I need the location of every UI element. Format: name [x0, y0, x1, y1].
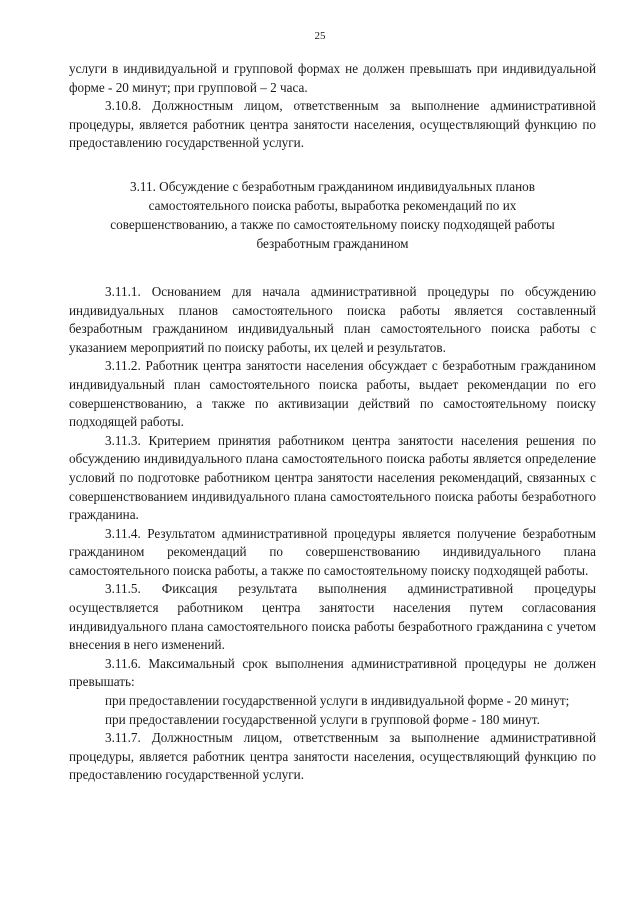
heading-line: безработным гражданином — [256, 235, 409, 251]
list-item-group: при предоставлении государственной услуги в групповой форме - 180 минут. — [105, 711, 540, 727]
heading-line: 3.11. Обсуждение с безработным гражданином индивидуальных планов — [130, 178, 535, 194]
paragraph-3-11-5: 3.11.5. Фиксация результата выполнения административной процедуры осуществляется работником центра занятости населения путем согласования индивидуального плана самостоятельного поиска работы безработного гражданина с учетом внесения в него изменений. — [69, 581, 596, 653]
page-number: 25 — [314, 30, 326, 42]
list-item-individual: при предоставлении государственной услуги в индивидуальной форме - 20 минут; — [105, 693, 570, 709]
paragraph-continuation: услуги в индивидуальной и групповой формах не должен превышать при индивидуальной форме - 20 минут; при групповой – 2 часа. — [69, 61, 596, 95]
heading-line: совершенствованию, а также по самостоятельному поиску подходящей работы — [110, 216, 555, 232]
heading-line: самостоятельного поиска работы, выработка рекомендаций по их — [148, 197, 517, 213]
paragraph-3-10-8: 3.10.8. Должностным лицом, ответственным за выполнение административной процедуры, является работник центра занятости населения, осуществляющий функцию по предоставлению государственной услуги. — [69, 98, 596, 151]
paragraph-3-11-7: 3.11.7. Должностным лицом, ответственным за выполнение административной процедуры, является работник центра занятости населения, осуществляющий функцию по предоставлению государственной услуги. — [69, 730, 596, 783]
paragraph-3-11-2: 3.11.2. Работник центра занятости населения обсуждает с безработным гражданином индивидуальный план самостоятельного поиска работы, выдает рекомендации по его совершенствованию, а также по активизации действий по самостоятельному поиску подходящей работы. — [69, 358, 596, 430]
paragraph-3-11-3: 3.11.3. Критерием принятия работником центра занятости населения решения по обсуждению индивидуального плана самостоятельного поиска работы является определение условий по подготовке работником центра занятости населения рекомендаций, связанных с совершенствованием индивидуального плана самостоятельного поиска работы безработного гражданина. — [69, 432, 596, 523]
paragraph-3-11-6: 3.11.6. Максимальный срок выполнения административной процедуры не должен превышать: — [69, 655, 596, 690]
document-body — [69, 60, 596, 785]
paragraph-3-11-4: 3.11.4. Результатом административной процедуры является получение безработным гражданином рекомендаций по совершенствованию индивидуального плана самостоятельного поиска работы, а также по самостоятельному поиску подходящей работы. — [69, 525, 596, 578]
paragraph-3-11-1: 3.11.1. Основанием для начала административной процедуры по обсуждению индивидуальных планов самостоятельного поиска работы является составленный безработным гражданином индивидуальный план самостоятельного поиска работы с указанием мероприятий по поиску работы, их целей и результатов. — [69, 283, 596, 355]
section-heading-3-11 — [69, 177, 596, 253]
